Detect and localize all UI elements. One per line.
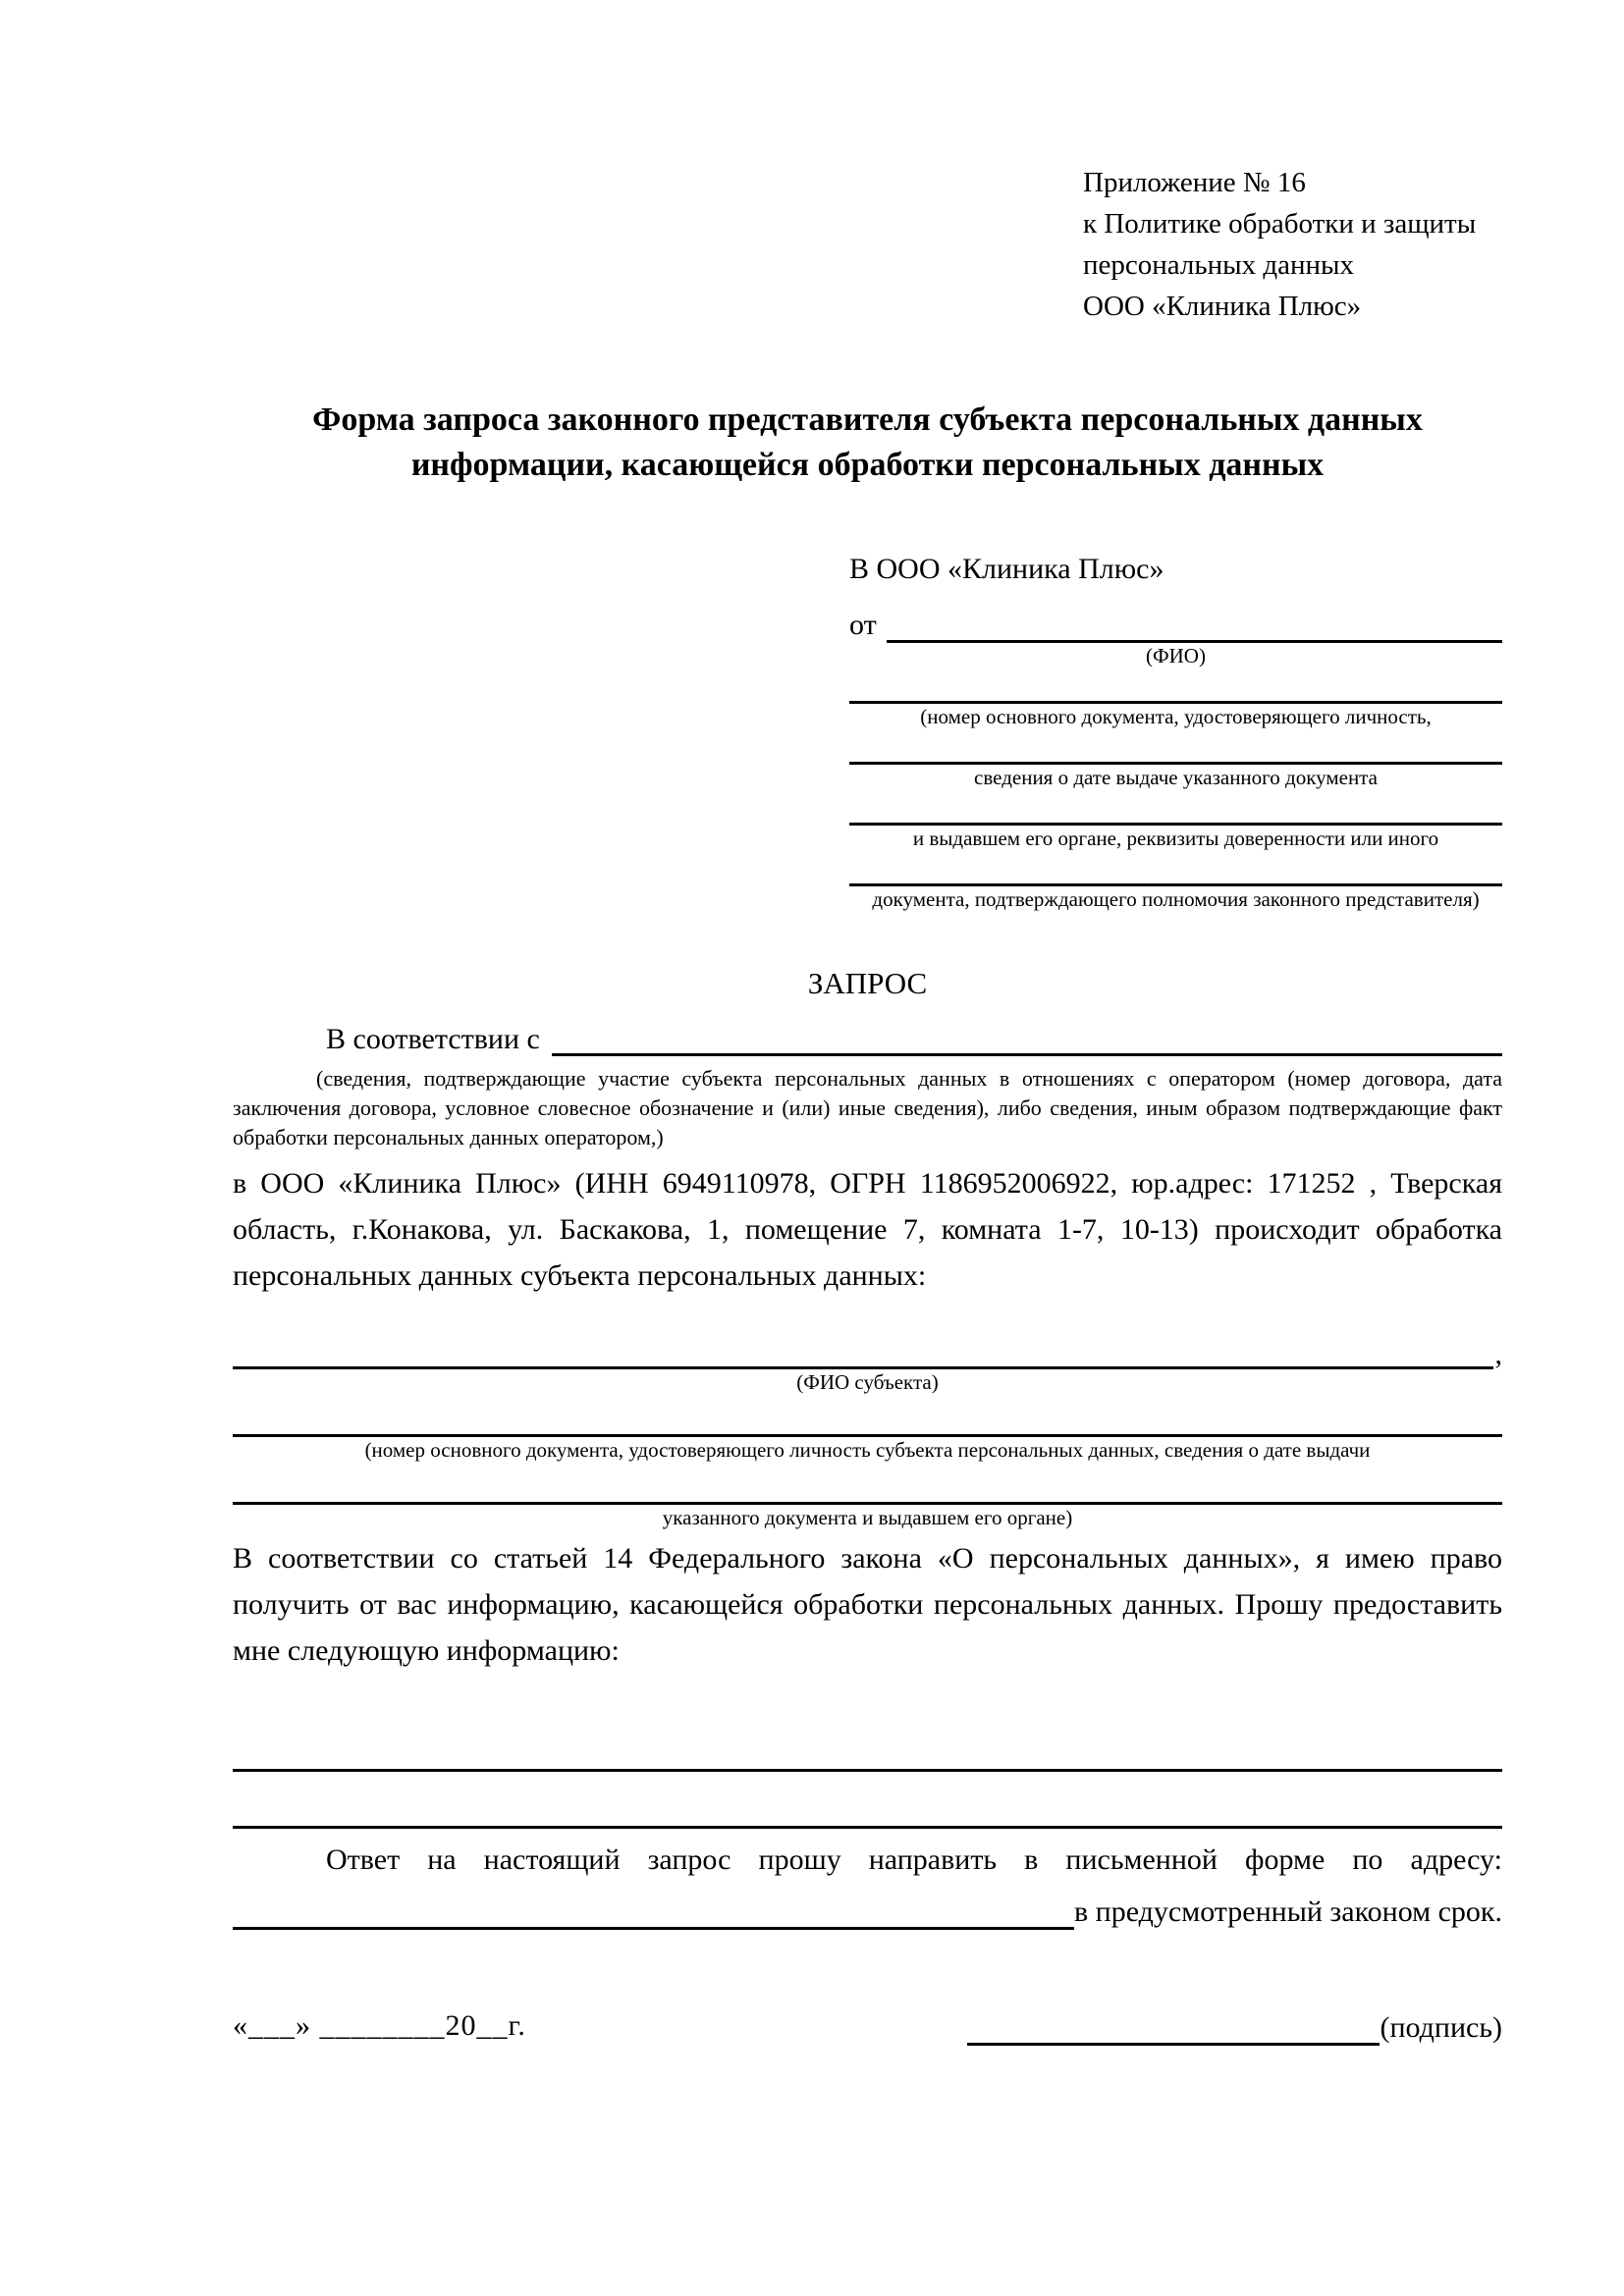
subject-fio-comma: ,: [1494, 1338, 1502, 1370]
appendix-header: [1083, 162, 1502, 327]
issue-date-field: [849, 730, 1502, 791]
answer-tail-text: в предусмотренный законом срок.: [1074, 1896, 1502, 1928]
appendix-number: Приложение № 16: [1083, 167, 1306, 198]
document-number-field: [849, 669, 1502, 730]
caption-fio: (ФИО): [1146, 644, 1206, 667]
appendix-policy-line: к Политике обработки и защиты: [1083, 208, 1477, 240]
appendix-policy-line2: персональных данных: [1083, 249, 1355, 281]
answer-paragraph: Ответ на настоящий запрос прошу направить в письменной форме по адресу:: [326, 1843, 1502, 1876]
blank-line-subject-document-2: [233, 1464, 1502, 1505]
subject-document-field: [233, 1396, 1502, 1464]
blank-line-subject-document: [233, 1396, 1502, 1437]
footer-row: [233, 2006, 1502, 2046]
request-heading: ЗАПРОС: [807, 966, 928, 1000]
law-paragraph: В соответствии со статьей 14 Федерального закона «О персональных данных», я имею право получить от вас информацию, касающейся обработки персональных данных. Прошу предоставить мне следующую информацию:: [233, 1542, 1502, 1667]
document-title: [233, 398, 1502, 488]
blank-line-authority-document: [849, 852, 1502, 886]
blank-line-signature: [967, 2010, 1380, 2046]
date-line: «___» ________20__г.: [233, 2009, 526, 2042]
blank-line-issue-date: [849, 730, 1502, 765]
addressee-block: [849, 545, 1502, 913]
operator-paragraph: в ООО «Клиника Плюс» (ИНН 6949110978, ОГРН 1186952006922, юр.адрес: 171252 , Тверская область, г.Конакова, ул. Баскакова, 1, помещение 7, комната 1-7, 10-13) происходит обработка персональных данных субъекта персональных данных:: [233, 1167, 1502, 1292]
authority-document-field: [849, 852, 1502, 913]
accordance-field: [233, 1011, 1502, 1056]
caption-subject-document-2: указанного документа и выдавшем его органе): [662, 1506, 1073, 1529]
caption-subject-fio: (ФИО субъекта): [796, 1370, 939, 1394]
accordance-fine-print: (сведения, подтверждающие участие субъекта персональных данных в отношениях с оператором (номер договора, дата заключения договора, условное словесное обозначение и (или) иные сведения), либо сведения, иным образом подтверждающие факт обработки персональных данных оператором,): [233, 1066, 1502, 1149]
accordance-blank-line: [552, 1053, 1502, 1056]
blank-line-document-number: [849, 669, 1502, 704]
subject-fio-field: [233, 1330, 1502, 1369]
caption-document-number: (номер основного документа, удостоверяющего личность,: [920, 705, 1432, 728]
accordance-label: В соответствии с: [326, 1023, 540, 1055]
blank-line-info-request-2: [233, 1772, 1502, 1829]
blank-line-answer-address: [233, 1927, 1074, 1930]
answer-address-field: [233, 1883, 1502, 1930]
caption-issuing-authority: и выдавшем его органе, реквизиты доверенности или иного: [912, 827, 1439, 850]
signature-field: [967, 2010, 1502, 2046]
blank-line-info-request-1: [233, 1721, 1502, 1772]
blank-line-issuing-authority: [849, 791, 1502, 826]
caption-issue-date: сведения о дате выдаче указанного документа: [974, 766, 1378, 789]
from-label: от: [849, 609, 877, 641]
caption-signature: (подпись): [1380, 2011, 1502, 2044]
document-title-line1: Форма запроса законного представителя субъекта персональных данных: [312, 401, 1423, 438]
caption-subject-document: (номер основного документа, удостоверяющего личность субъекта персональных данных, сведения о дате выдачи: [364, 1438, 1371, 1462]
subject-document-field-2: [233, 1464, 1502, 1531]
caption-authority-document: документа, подтверждающего полномочия законного представителя): [872, 887, 1480, 911]
issuing-authority-field: [849, 791, 1502, 852]
document-title-line2: информации, касающейся обработки персональных данных: [410, 447, 1325, 483]
appendix-company: ООО «Клиника Плюс»: [1083, 291, 1362, 322]
addressee-company: В ООО «Клиника Плюс»: [849, 553, 1164, 585]
from-field: [849, 594, 1502, 643]
